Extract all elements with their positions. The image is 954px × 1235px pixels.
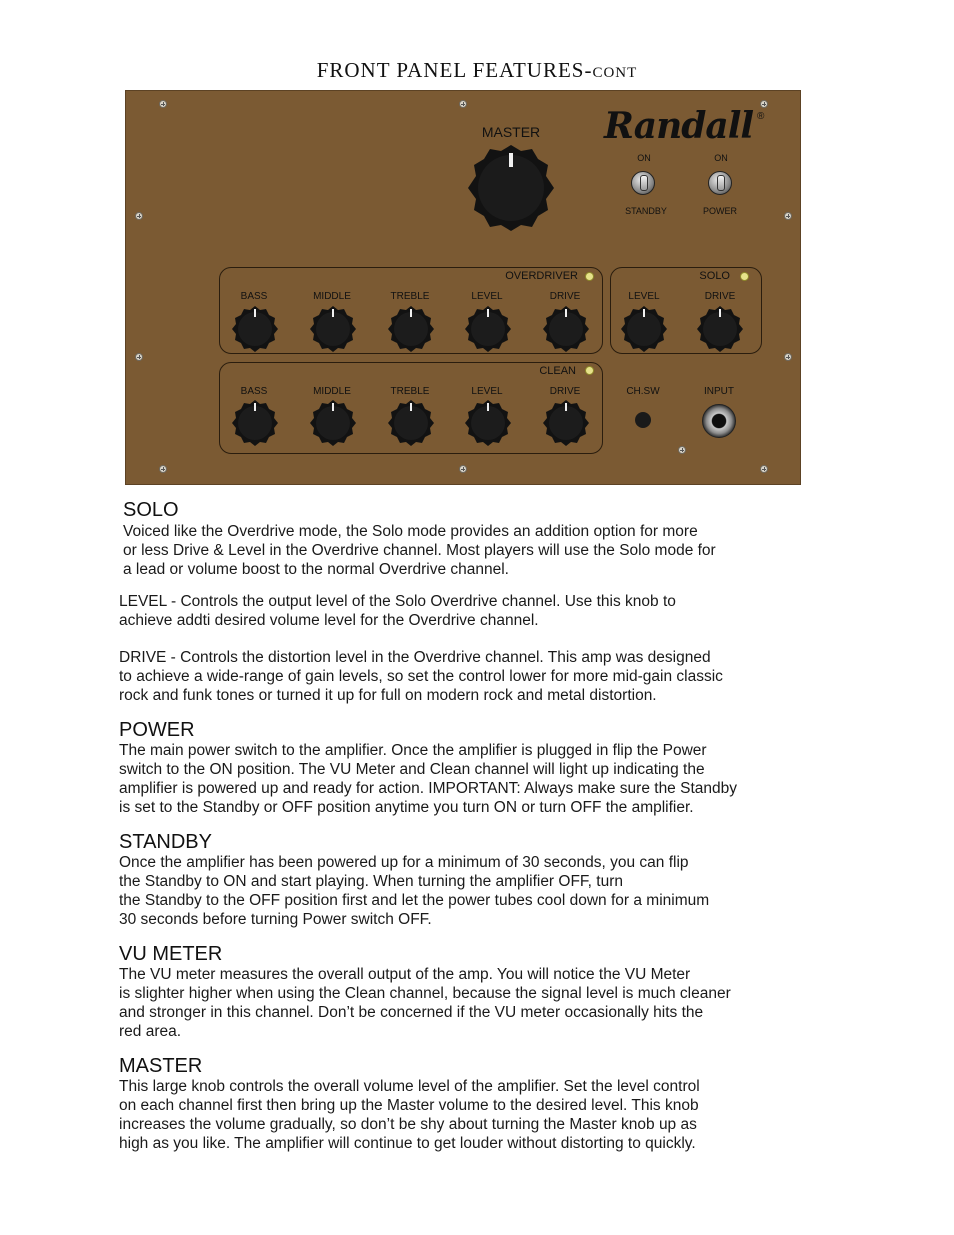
overdriver-treble-knob[interactable]: [387, 305, 435, 353]
text-line: amplifier is powered up and ready for action. IMPORTANT: Always make sure the Standby: [119, 780, 737, 797]
power-on-label: ON: [714, 153, 728, 163]
amp-front-panel: [125, 90, 801, 485]
screw-icon: [760, 100, 768, 108]
overdriver-level-knob[interactable]: [464, 305, 512, 353]
text-line: is set to the Standby or OFF position anytime you turn ON or turn OFF the amplifier.: [119, 799, 694, 816]
text-line: on each channel first then bring up the Master volume to the desired level. This knob: [119, 1097, 699, 1114]
screw-icon: [135, 212, 143, 220]
overdriver-knob-label: LEVEL: [471, 291, 503, 302]
standby-label: STANDBY: [625, 206, 667, 216]
randall-logo: Randall: [604, 105, 754, 147]
overdriver-knob-label: DRIVE: [549, 291, 581, 302]
text-line: is slighter higher when using the Clean channel, because the signal level is much cleaner: [119, 985, 731, 1002]
text-line: The VU meter measures the overall output of the amp. You will notice the VU Meter: [119, 966, 691, 983]
solo-heading: SOLO: [123, 499, 179, 521]
text-line: LEVEL - Controls the output level of the Solo Overdrive channel. Use this knob to: [119, 593, 676, 610]
text-line: 30 seconds before turning Power switch OFF.: [119, 911, 432, 928]
text-line: This large knob controls the overall volume level of the amplifier. Set the level control: [119, 1078, 700, 1095]
overdriver-bass-knob[interactable]: [231, 305, 279, 353]
level-body: [119, 592, 676, 630]
solo-drive-knob[interactable]: [696, 305, 744, 353]
text-line: a lead or volume boost to the normal Overdrive channel.: [123, 561, 509, 578]
text-line: DRIVE - Controls the distortion level in the Overdrive channel. This amp was designed: [119, 649, 711, 666]
power-label: POWER: [702, 206, 737, 216]
screw-icon: [678, 446, 686, 454]
vu-meter-body: [119, 965, 731, 1041]
channel-switch-jack[interactable]: [635, 412, 651, 428]
solo-led: [740, 272, 749, 281]
standby-heading: STANDBY: [119, 831, 212, 853]
chsw-label: CH.SW: [626, 386, 660, 397]
clean-knob-label: MIDDLE: [313, 386, 351, 397]
overdriver-middle-knob[interactable]: [309, 305, 357, 353]
overdriver-title: OVERDRIVER: [505, 270, 578, 282]
solo-knob-label: LEVEL: [628, 291, 660, 302]
vu-meter-heading: VU METER: [119, 943, 223, 965]
text-line: the Standby to ON and start playing. When turning the amplifier OFF, turn: [119, 873, 623, 890]
text-line: Once the amplifier has been powered up for a minimum of 30 seconds, you can flip: [119, 854, 689, 871]
solo-title: SOLO: [699, 270, 730, 282]
standby-body: [119, 853, 709, 929]
screw-icon: [159, 100, 167, 108]
input-label: INPUT: [704, 386, 734, 397]
clean-knob-label: LEVEL: [471, 386, 503, 397]
solo-body: [123, 522, 716, 579]
clean-level-knob[interactable]: [464, 399, 512, 447]
standby-on-label: ON: [637, 153, 651, 163]
solo-level-knob[interactable]: [620, 305, 668, 353]
screw-icon: [135, 353, 143, 361]
standby-switch[interactable]: [631, 171, 655, 195]
registered-mark: ®: [757, 111, 765, 122]
text-line: increases the volume gradually, so don’t be shy about turning the Master knob up as: [119, 1116, 697, 1133]
power-body: [119, 741, 737, 817]
solo-knob-label: DRIVE: [704, 291, 736, 302]
master-body: [119, 1077, 700, 1153]
clean-middle-knob[interactable]: [309, 399, 357, 447]
overdriver-knob-label: TREBLE: [390, 291, 430, 302]
clean-knob-label: BASS: [240, 386, 268, 397]
text-line: or less Drive & Level in the Overdrive channel. Most players will use the Solo mode for: [123, 542, 716, 559]
text-line: switch to the ON position. The VU Meter and Clean channel will light up indicating the: [119, 761, 705, 778]
clean-title: CLEAN: [539, 365, 576, 377]
text-line: Voiced like the Overdrive mode, the Solo mode provides an addition option for more: [123, 523, 698, 540]
text-line: red area.: [119, 1023, 182, 1040]
clean-bass-knob[interactable]: [231, 399, 279, 447]
page-title: FRONT PANEL FEATURES-cont: [316, 58, 638, 82]
screw-icon: [784, 212, 792, 220]
overdriver-drive-knob[interactable]: [542, 305, 590, 353]
knob-icon: [468, 145, 554, 231]
overdriver-led: [585, 272, 594, 281]
clean-knob-label: DRIVE: [549, 386, 581, 397]
text-line: achieve addti desired volume level for the Overdrive channel.: [119, 612, 539, 629]
screw-icon: [459, 100, 467, 108]
overdriver-knob-label: MIDDLE: [313, 291, 351, 302]
text-line: the Standby to the OFF position first and let the power tubes cool down for a minimum: [119, 892, 710, 909]
drive-body: [119, 648, 723, 705]
master-knob[interactable]: [466, 143, 556, 233]
text-line: rock and funk tones or turned it up for full on modern rock and metal distortion.: [119, 687, 657, 704]
master-heading: MASTER: [119, 1055, 203, 1077]
text-line: and stronger in this channel. Don’t be concerned if the VU meter occasionally hits the: [119, 1004, 704, 1021]
page-title-suffix: -cont: [584, 58, 638, 82]
screw-icon: [784, 353, 792, 361]
text-line: to achieve a wide-range of gain levels, so set the control lower for more mid-gain classic: [119, 668, 723, 685]
clean-knob-label: TREBLE: [390, 386, 430, 397]
master-label: MASTER: [481, 124, 541, 140]
overdriver-knob-label: BASS: [240, 291, 268, 302]
screw-icon: [159, 465, 167, 473]
power-switch[interactable]: [708, 171, 732, 195]
clean-drive-knob[interactable]: [542, 399, 590, 447]
clean-led: [585, 366, 594, 375]
text-line: The main power switch to the amplifier. Once the amplifier is plugged in flip the Power: [119, 742, 707, 759]
clean-treble-knob[interactable]: [387, 399, 435, 447]
screw-icon: [459, 465, 467, 473]
input-jack[interactable]: [702, 404, 736, 438]
power-heading: POWER: [119, 719, 195, 741]
text-line: high as you like. The amplifier will continue to get louder without distorting to quickly.: [119, 1135, 696, 1152]
screw-icon: [760, 465, 768, 473]
